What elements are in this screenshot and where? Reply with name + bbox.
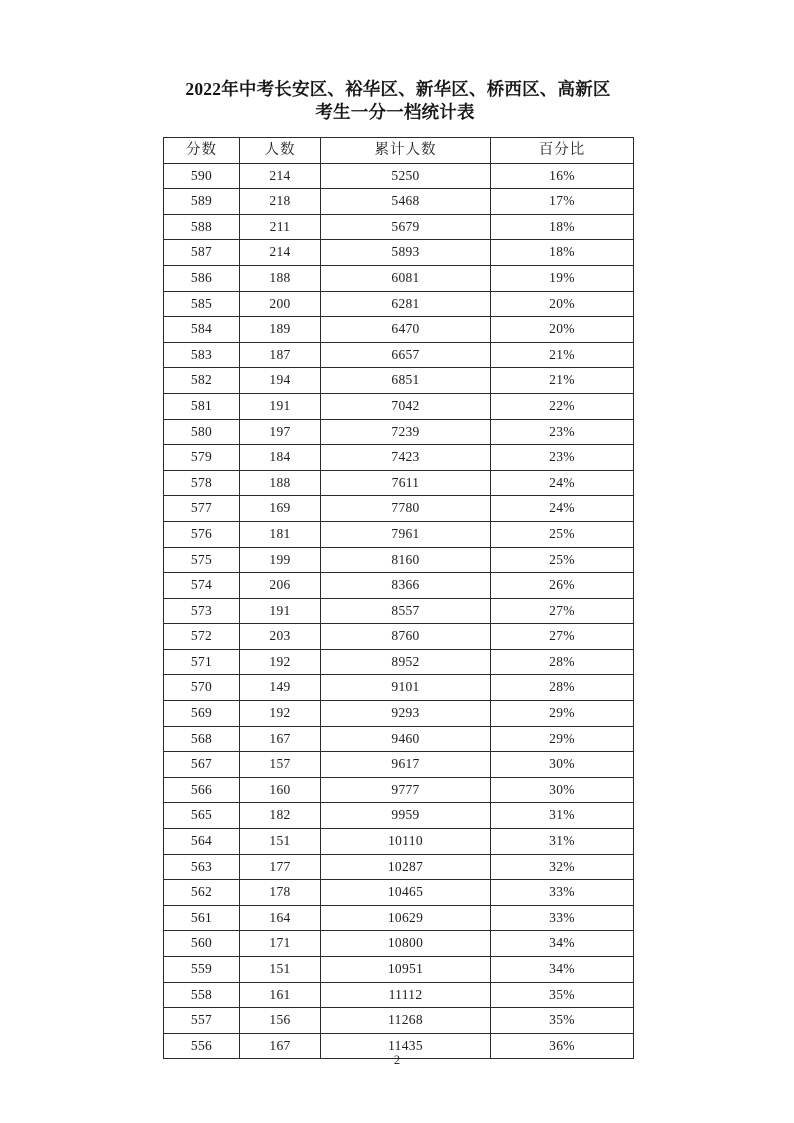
table-row xyxy=(164,905,634,931)
cell-percent: 18% xyxy=(491,240,634,266)
cell-count: 194 xyxy=(240,368,321,394)
cell-percent: 23% xyxy=(491,445,634,471)
cell-score: 565 xyxy=(164,803,240,829)
cell-count: 218 xyxy=(240,189,321,215)
cell-cumulative: 10287 xyxy=(321,854,491,880)
cell-percent: 28% xyxy=(491,649,634,675)
score-table-container xyxy=(163,137,633,1059)
cell-score: 560 xyxy=(164,931,240,957)
cell-cumulative: 9460 xyxy=(321,726,491,752)
cell-percent: 34% xyxy=(491,957,634,983)
table-row xyxy=(164,649,634,675)
cell-score: 561 xyxy=(164,905,240,931)
cell-count: 171 xyxy=(240,931,321,957)
cell-cumulative: 5468 xyxy=(321,189,491,215)
cell-percent: 24% xyxy=(491,496,634,522)
page-title xyxy=(163,78,633,124)
cell-cumulative: 9959 xyxy=(321,803,491,829)
cell-count: 160 xyxy=(240,777,321,803)
table-row xyxy=(164,624,634,650)
cell-cumulative: 11112 xyxy=(321,982,491,1008)
cell-score: 563 xyxy=(164,854,240,880)
cell-count: 167 xyxy=(240,1033,321,1059)
table-row xyxy=(164,393,634,419)
table-row xyxy=(164,957,634,983)
cell-count: 191 xyxy=(240,598,321,624)
cell-cumulative: 8160 xyxy=(321,547,491,573)
cell-cumulative: 7961 xyxy=(321,521,491,547)
cell-count: 206 xyxy=(240,573,321,599)
cell-cumulative: 10629 xyxy=(321,905,491,931)
cell-score: 568 xyxy=(164,726,240,752)
cell-score: 588 xyxy=(164,214,240,240)
cell-count: 151 xyxy=(240,829,321,855)
table-row xyxy=(164,982,634,1008)
cell-count: 187 xyxy=(240,342,321,368)
cell-score: 562 xyxy=(164,880,240,906)
cell-cumulative: 6081 xyxy=(321,265,491,291)
table-row xyxy=(164,803,634,829)
cell-percent: 30% xyxy=(491,777,634,803)
cell-score: 559 xyxy=(164,957,240,983)
cell-count: 214 xyxy=(240,163,321,189)
cell-cumulative: 11268 xyxy=(321,1008,491,1034)
table-row xyxy=(164,368,634,394)
cell-count: 167 xyxy=(240,726,321,752)
cell-score: 586 xyxy=(164,265,240,291)
table-row xyxy=(164,445,634,471)
cell-percent: 34% xyxy=(491,931,634,957)
cell-cumulative: 5893 xyxy=(321,240,491,266)
table-row xyxy=(164,214,634,240)
cell-count: 149 xyxy=(240,675,321,701)
cell-percent: 22% xyxy=(491,393,634,419)
table-row xyxy=(164,701,634,727)
cell-count: 161 xyxy=(240,982,321,1008)
cell-score: 567 xyxy=(164,752,240,778)
cell-cumulative: 9617 xyxy=(321,752,491,778)
table-row xyxy=(164,342,634,368)
cell-count: 182 xyxy=(240,803,321,829)
cell-cumulative: 6470 xyxy=(321,317,491,343)
cell-percent: 20% xyxy=(491,317,634,343)
cell-cumulative: 5250 xyxy=(321,163,491,189)
cell-cumulative: 10465 xyxy=(321,880,491,906)
cell-cumulative: 7042 xyxy=(321,393,491,419)
cell-percent: 29% xyxy=(491,726,634,752)
column-header-percent: 百分比 xyxy=(491,138,634,164)
column-header-count: 人数 xyxy=(240,138,321,164)
cell-score: 558 xyxy=(164,982,240,1008)
cell-cumulative: 11435 xyxy=(321,1033,491,1059)
cell-cumulative: 8557 xyxy=(321,598,491,624)
cell-score: 576 xyxy=(164,521,240,547)
cell-count: 199 xyxy=(240,547,321,573)
cell-count: 192 xyxy=(240,649,321,675)
cell-percent: 33% xyxy=(491,905,634,931)
cell-percent: 29% xyxy=(491,701,634,727)
cell-count: 157 xyxy=(240,752,321,778)
cell-percent: 16% xyxy=(491,163,634,189)
table-row xyxy=(164,854,634,880)
cell-cumulative: 9777 xyxy=(321,777,491,803)
table-row xyxy=(164,752,634,778)
cell-count: 189 xyxy=(240,317,321,343)
cell-score: 572 xyxy=(164,624,240,650)
cell-percent: 20% xyxy=(491,291,634,317)
cell-score: 589 xyxy=(164,189,240,215)
table-row xyxy=(164,675,634,701)
cell-percent: 35% xyxy=(491,1008,634,1034)
cell-score: 590 xyxy=(164,163,240,189)
cell-cumulative: 8952 xyxy=(321,649,491,675)
table-row xyxy=(164,931,634,957)
cell-score: 573 xyxy=(164,598,240,624)
table-row xyxy=(164,521,634,547)
cell-cumulative: 7239 xyxy=(321,419,491,445)
cell-percent: 21% xyxy=(491,342,634,368)
cell-score: 569 xyxy=(164,701,240,727)
cell-percent: 25% xyxy=(491,521,634,547)
cell-count: 188 xyxy=(240,470,321,496)
table-row xyxy=(164,726,634,752)
cell-count: 188 xyxy=(240,265,321,291)
cell-percent: 32% xyxy=(491,854,634,880)
cell-score: 583 xyxy=(164,342,240,368)
cell-percent: 24% xyxy=(491,470,634,496)
cell-percent: 30% xyxy=(491,752,634,778)
cell-percent: 27% xyxy=(491,598,634,624)
cell-percent: 35% xyxy=(491,982,634,1008)
cell-count: 197 xyxy=(240,419,321,445)
cell-percent: 36% xyxy=(491,1033,634,1059)
cell-score: 574 xyxy=(164,573,240,599)
cell-score: 575 xyxy=(164,547,240,573)
cell-score: 578 xyxy=(164,470,240,496)
cell-cumulative: 6657 xyxy=(321,342,491,368)
cell-percent: 31% xyxy=(491,829,634,855)
table-row xyxy=(164,317,634,343)
cell-count: 200 xyxy=(240,291,321,317)
column-header-cumulative: 累计人数 xyxy=(321,138,491,164)
cell-count: 192 xyxy=(240,701,321,727)
table-row xyxy=(164,265,634,291)
table-row xyxy=(164,470,634,496)
page-title-line-1: 2022年中考长安区、裕华区、新华区、桥西区、高新区 xyxy=(185,79,611,99)
cell-cumulative: 10800 xyxy=(321,931,491,957)
cell-count: 169 xyxy=(240,496,321,522)
cell-score: 557 xyxy=(164,1008,240,1034)
cell-score: 577 xyxy=(164,496,240,522)
cell-count: 164 xyxy=(240,905,321,931)
cell-count: 211 xyxy=(240,214,321,240)
column-header-score: 分数 xyxy=(164,138,240,164)
cell-cumulative: 7780 xyxy=(321,496,491,522)
cell-cumulative: 8366 xyxy=(321,573,491,599)
cell-count: 214 xyxy=(240,240,321,266)
cell-score: 566 xyxy=(164,777,240,803)
cell-score: 564 xyxy=(164,829,240,855)
cell-cumulative: 10110 xyxy=(321,829,491,855)
table-header xyxy=(164,138,634,164)
table-row xyxy=(164,189,634,215)
cell-count: 178 xyxy=(240,880,321,906)
cell-cumulative: 9293 xyxy=(321,701,491,727)
cell-cumulative: 6281 xyxy=(321,291,491,317)
cell-score: 582 xyxy=(164,368,240,394)
cell-cumulative: 8760 xyxy=(321,624,491,650)
cell-score: 584 xyxy=(164,317,240,343)
cell-score: 556 xyxy=(164,1033,240,1059)
score-distribution-table xyxy=(163,137,634,1059)
cell-percent: 25% xyxy=(491,547,634,573)
cell-score: 571 xyxy=(164,649,240,675)
cell-cumulative: 7423 xyxy=(321,445,491,471)
table-row xyxy=(164,598,634,624)
cell-percent: 28% xyxy=(491,675,634,701)
cell-percent: 21% xyxy=(491,368,634,394)
cell-percent: 26% xyxy=(491,573,634,599)
table-body xyxy=(164,163,634,1059)
page-title-line-2: 考生一分一档统计表 xyxy=(315,102,475,122)
cell-percent: 31% xyxy=(491,803,634,829)
table-row xyxy=(164,291,634,317)
table-row xyxy=(164,240,634,266)
cell-percent: 27% xyxy=(491,624,634,650)
page-number: 2 xyxy=(393,1053,401,1067)
cell-count: 191 xyxy=(240,393,321,419)
cell-percent: 18% xyxy=(491,214,634,240)
table-row xyxy=(164,573,634,599)
cell-percent: 23% xyxy=(491,419,634,445)
table-row xyxy=(164,829,634,855)
cell-cumulative: 9101 xyxy=(321,675,491,701)
cell-count: 203 xyxy=(240,624,321,650)
cell-count: 156 xyxy=(240,1008,321,1034)
table-row xyxy=(164,777,634,803)
cell-count: 184 xyxy=(240,445,321,471)
cell-cumulative: 10951 xyxy=(321,957,491,983)
table-header-row xyxy=(164,138,634,164)
cell-percent: 33% xyxy=(491,880,634,906)
cell-score: 587 xyxy=(164,240,240,266)
table-row xyxy=(164,880,634,906)
table-row xyxy=(164,419,634,445)
cell-percent: 19% xyxy=(491,265,634,291)
table-row xyxy=(164,1008,634,1034)
cell-score: 579 xyxy=(164,445,240,471)
cell-percent: 17% xyxy=(491,189,634,215)
cell-count: 177 xyxy=(240,854,321,880)
table-row xyxy=(164,547,634,573)
cell-score: 581 xyxy=(164,393,240,419)
cell-cumulative: 5679 xyxy=(321,214,491,240)
cell-score: 585 xyxy=(164,291,240,317)
table-row xyxy=(164,163,634,189)
cell-score: 570 xyxy=(164,675,240,701)
cell-cumulative: 6851 xyxy=(321,368,491,394)
cell-score: 580 xyxy=(164,419,240,445)
cell-count: 151 xyxy=(240,957,321,983)
cell-cumulative: 7611 xyxy=(321,470,491,496)
table-row xyxy=(164,496,634,522)
cell-count: 181 xyxy=(240,521,321,547)
